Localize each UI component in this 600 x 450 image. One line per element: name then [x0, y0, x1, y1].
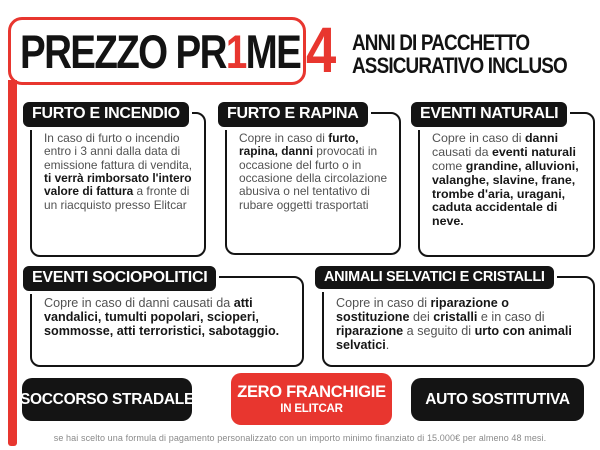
- subtitle: [352, 31, 567, 78]
- card-label: EVENTI SOCIOPOLITICI: [20, 263, 219, 294]
- badge-label: SOCCORSO STRADALE: [19, 390, 195, 408]
- badge-label: AUTO SOSTITUTIVA: [425, 390, 570, 408]
- badge-label-line1: ZERO FRANCHIGIE: [237, 383, 386, 401]
- badge-zero-franchigie: [231, 373, 392, 425]
- subtitle-line2: ASSICURATIVO INCLUSO: [352, 53, 567, 79]
- card-body-text: Copre in caso di riparazione o sostituzione dei cristalli e in caso di riparazione a seguito di urto con animali selvatici.: [336, 296, 572, 353]
- card-furto-e-incendio: [20, 99, 206, 257]
- card-body-text: Copre in caso di danni causati da atti vandalici, tumulti popolari, scioperi, sommosse, atti terroristici, sabotaggio.: [44, 296, 280, 339]
- card-body-text: Copre in caso di furto, rapina, danni provocati in occasione del furto o in occasione della circolazione abusiva o nel tentativo di rubare oggetti trasportati: [239, 131, 388, 212]
- card-label: ANIMALI SELVATICI E CRISTALLI: [312, 263, 557, 292]
- footnote-text: se hai scelto una formula di pagamento personalizzato con un importo minimo finanziato di 15.000€ per almeno 48 mesi.: [53, 433, 547, 443]
- card-furto-e-rapina: [215, 99, 401, 255]
- title-highlight-1: 1: [225, 24, 246, 78]
- card-body-text: Copre in caso di danni causati da eventi naturali come grandine, alluvioni, valanghe, slavine, frane, trombe d'aria, uragani, caduta accidentale di neve.: [432, 131, 579, 229]
- years-number: 4: [306, 14, 337, 86]
- title-post: ME: [245, 24, 301, 78]
- card-label: FURTO E INCENDIO: [20, 99, 192, 130]
- badge-auto-sostitutiva: [411, 378, 584, 421]
- card-label: FURTO E RAPINA: [215, 99, 371, 130]
- title-pre: PREZZO PR: [20, 24, 226, 78]
- badge-soccorso-stradale: [19, 378, 195, 421]
- card-body-text: In caso di furto o incendio entro i 3 anni dalla data di emissione fattura di vendita, ti verrà rimborsato l'intero valore di fattura a fronte di un riacquisto presso Elitcar: [44, 131, 193, 212]
- page-title: [11, 24, 300, 79]
- card-animali-selvatici-e-cristalli: [312, 263, 595, 367]
- subtitle-line1: ANNI DI PACCHETTO: [352, 30, 530, 55]
- card-eventi-sociopolitici: [20, 263, 304, 367]
- prezzo-prime-title-box: [8, 17, 306, 85]
- red-accent-bar: [8, 80, 17, 446]
- badge-label-line2: IN ELITCAR: [280, 403, 343, 415]
- card-eventi-naturali: [408, 99, 595, 257]
- card-label: EVENTI NATURALI: [408, 99, 570, 130]
